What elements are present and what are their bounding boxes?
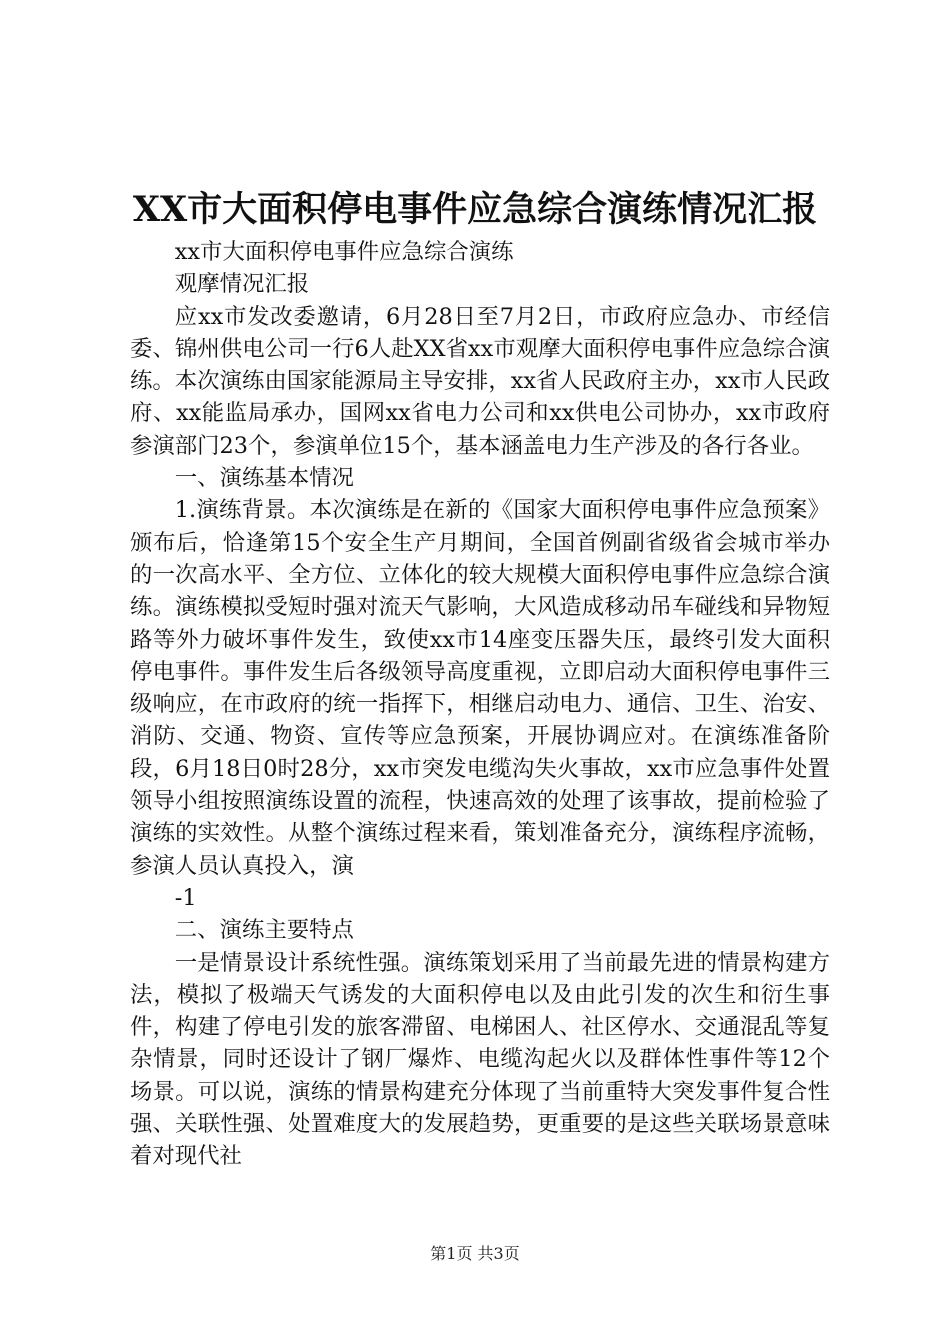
document-title: XX市大面积停电事件应急综合演练情况汇报 (132, 189, 818, 230)
document-body (130, 236, 830, 1173)
section-heading-2: 二、演练主要特点 (174, 917, 354, 944)
subtitle-line-1: xx市大面积停电事件应急综合演练 (174, 239, 514, 265)
subtitle-line-2: 观摩情况汇报 (174, 271, 310, 298)
page-footer: 第1页 共3页 (430, 1244, 520, 1263)
background-paragraph: 1.演练背景。本次演练是在新的《国家大面积停电事件应急预案》颁布后，恰逢第15个安全生产月期间，全国首例副省级省会城市举办的一次高水平、全方位、立体化的较大规模大面积停电事件应急综合演练。演练模拟受短时强对流天气影响，大风造成移动吊车碰线和异物短路等外力破坏事件发生，致使xx市14座变压器失压，最终引发大面积停电事件。事件发生后各级领导高度重视，立即启动大面积停电事件三级响应，在市政府的统一指挥下，相继启动电力、通信、卫生、治安、消防、交通、物资、宣传等应急预案，开展协调应对。在演练准备阶段，6月18日0时28分，xx市突发电缆沟失火事故，xx市应急事件处置领导小组按照演练设置的流程，快速高效的处理了该事故，提前检验了演练的实效性。从整个演练过程来看，策划准备充分，演练程序流畅，参演人员认真投入，演 (130, 497, 830, 879)
section-heading-1: 一、演练基本情况 (174, 465, 354, 492)
intro-paragraph: 应xx市发改委邀请，6月28日至7月2日，市政府应急办、市经信委、锦州供电公司一行6人赴XX省xx市观摩大面积停电事件应急综合演练。本次演练由国家能源局主导安排，xx省人民政府主办，xx市人民政府、xx能监局承办，国网xx省电力公司和xx供电公司协办，xx市政府参演部门23个，参演单位15个，基本涵盖电力生产涉及的各行各业。 (130, 303, 830, 459)
features-paragraph: 一是情景设计系统性强。演练策划采用了当前最先进的情景构建方法，模拟了极端天气诱发的大面积停电以及由此引发的次生和衍生事件，构建了停电引发的旅客滞留、电梯困人、社区停水、交通混乱等复杂情景，同时还设计了钢厂爆炸、电缆沟起火以及群体性事件等12个场景。可以说，演练的情景构建充分体现了当前重特大突发事件复合性强、关联性强、处置难度大的发展趋势，更重要的是这些关联场景意味着对现代社 (130, 949, 830, 1170)
page-marker: -1 (174, 884, 197, 911)
